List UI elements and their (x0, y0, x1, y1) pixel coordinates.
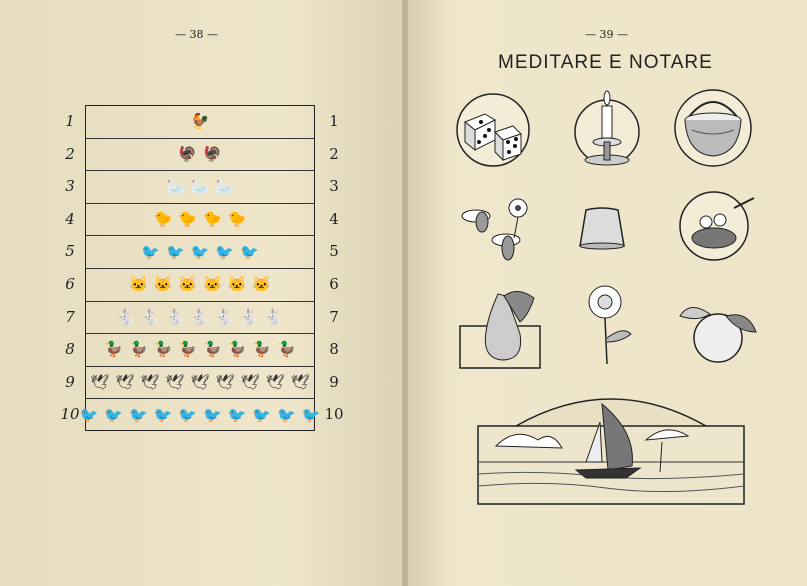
sparrow-icon: 🐦 (178, 406, 197, 425)
flying-bird-icon: 🕊 (165, 373, 185, 392)
right-page-number: — 39 — (585, 28, 628, 41)
row-number-left: 9 (65, 372, 75, 391)
rabbit-icon: 🐇 (116, 307, 136, 326)
chick-icon: 🐤 (153, 210, 173, 229)
pot-picture (672, 88, 754, 168)
candle-picture (572, 88, 642, 168)
chick-icon: 🐤 (178, 210, 197, 229)
flying-bird-icon: 🕊 (140, 373, 160, 392)
sailboat-seascape-picture (476, 382, 746, 508)
row-number-right: 8 (329, 340, 339, 359)
page-title: MEDITARE E NOTARE (498, 52, 713, 73)
row-number-right: 7 (329, 307, 339, 326)
sparrow-icon: 🐦 (104, 406, 123, 425)
flying-bird-icon: 🕊 (290, 373, 310, 392)
rabbit-icon: 🐇 (165, 307, 185, 326)
pear-picture (458, 286, 550, 372)
row-number-right: 5 (329, 242, 339, 261)
rooster-icon: 🐓 (190, 112, 210, 131)
sparrow-icon: 🐦 (277, 406, 296, 425)
duck-icon: 🦆 (153, 340, 173, 359)
counting-row (86, 334, 314, 367)
cat-head-icon: 🐱 (252, 275, 272, 294)
rabbit-icon: 🐇 (141, 307, 160, 326)
bird-nest-picture (674, 188, 758, 264)
row-number-right: 9 (329, 372, 339, 391)
row-number-right: 1 (329, 112, 339, 130)
row-number-left: 7 (65, 307, 75, 326)
flying-bird-icon: 🕊 (190, 373, 210, 392)
cat-head-icon: 🐱 (203, 275, 222, 294)
bees-flower-picture (456, 192, 536, 266)
duck-icon: 🦆 (203, 340, 222, 359)
row-number-right: 2 (329, 144, 339, 163)
flying-bird-icon: 🕊 (215, 373, 235, 392)
row-number-left: 3 (65, 177, 75, 196)
duck-icon: 🦆 (104, 340, 123, 359)
rose-picture (577, 282, 641, 366)
row-number-right: 4 (329, 209, 339, 228)
counting-row (86, 171, 314, 204)
small-bird-icon: 🐦 (215, 242, 235, 261)
duck-icon: 🦆 (178, 340, 197, 359)
cat-head-icon: 🐱 (178, 275, 197, 294)
row-number-left: 4 (65, 209, 75, 228)
goose-icon: 🦢 (165, 177, 185, 196)
cat-head-icon: 🐱 (153, 275, 173, 294)
duck-icon: 🦆 (227, 340, 247, 359)
row-number-left: 8 (65, 340, 75, 359)
counting-row (86, 367, 314, 400)
sparrow-icon: 🐦 (128, 406, 148, 425)
counting-row (86, 269, 314, 302)
sparrow-icon: 🐦 (227, 406, 247, 425)
counting-row (86, 204, 314, 237)
small-bird-icon: 🐦 (190, 242, 210, 261)
chick-icon: 🐤 (227, 210, 247, 229)
sparrow-icon: 🐦 (153, 406, 173, 425)
small-bird-icon: 🐦 (240, 242, 259, 261)
turkey-icon: 🦃 (203, 144, 222, 163)
rabbit-icon: 🐇 (190, 307, 210, 326)
flying-bird-icon: 🕊 (115, 373, 135, 392)
row-number-left: 2 (65, 144, 75, 163)
row-number-left: 10 (60, 405, 80, 424)
cat-head-icon: 🐱 (128, 275, 148, 294)
row-number-right: 3 (329, 177, 339, 196)
orange-picture (676, 292, 760, 366)
row-number-right: 10 (324, 405, 344, 424)
dice-picture (455, 92, 531, 168)
thimble-picture (574, 206, 630, 250)
rabbit-icon: 🐇 (240, 307, 259, 326)
left-page-number: — 38 — (175, 28, 218, 41)
row-number-left: 5 (65, 242, 75, 261)
duck-icon: 🦆 (252, 340, 272, 359)
cat-head-icon: 🐱 (227, 275, 247, 294)
counting-table (79, 105, 321, 431)
book-gutter (402, 0, 408, 586)
sparrow-icon: 🐦 (301, 406, 321, 425)
counting-row (86, 302, 314, 335)
row-number-right: 6 (329, 275, 339, 293)
flying-bird-icon: 🕊 (240, 373, 260, 392)
goose-icon: 🦢 (215, 177, 235, 196)
small-bird-icon: 🐦 (165, 242, 185, 261)
turkey-icon: 🦃 (178, 144, 197, 163)
row-number-left: 1 (65, 112, 75, 130)
counting-row (86, 236, 314, 269)
chick-icon: 🐤 (203, 210, 222, 229)
goose-icon: 🦢 (190, 177, 210, 196)
sparrow-icon: 🐦 (79, 406, 99, 425)
sparrow-icon: 🐦 (252, 406, 272, 425)
counting-row (79, 399, 321, 432)
flying-bird-icon: 🕊 (265, 373, 285, 392)
counting-row (86, 106, 314, 139)
counting-row (86, 139, 314, 172)
rabbit-icon: 🐇 (215, 307, 235, 326)
sparrow-icon: 🐦 (203, 406, 222, 425)
small-bird-icon: 🐦 (141, 242, 160, 261)
duck-icon: 🦆 (277, 340, 296, 359)
row-number-left: 6 (65, 275, 75, 293)
duck-icon: 🦆 (128, 340, 148, 359)
flying-bird-icon: 🕊 (90, 373, 110, 392)
rabbit-icon: 🐇 (264, 307, 284, 326)
